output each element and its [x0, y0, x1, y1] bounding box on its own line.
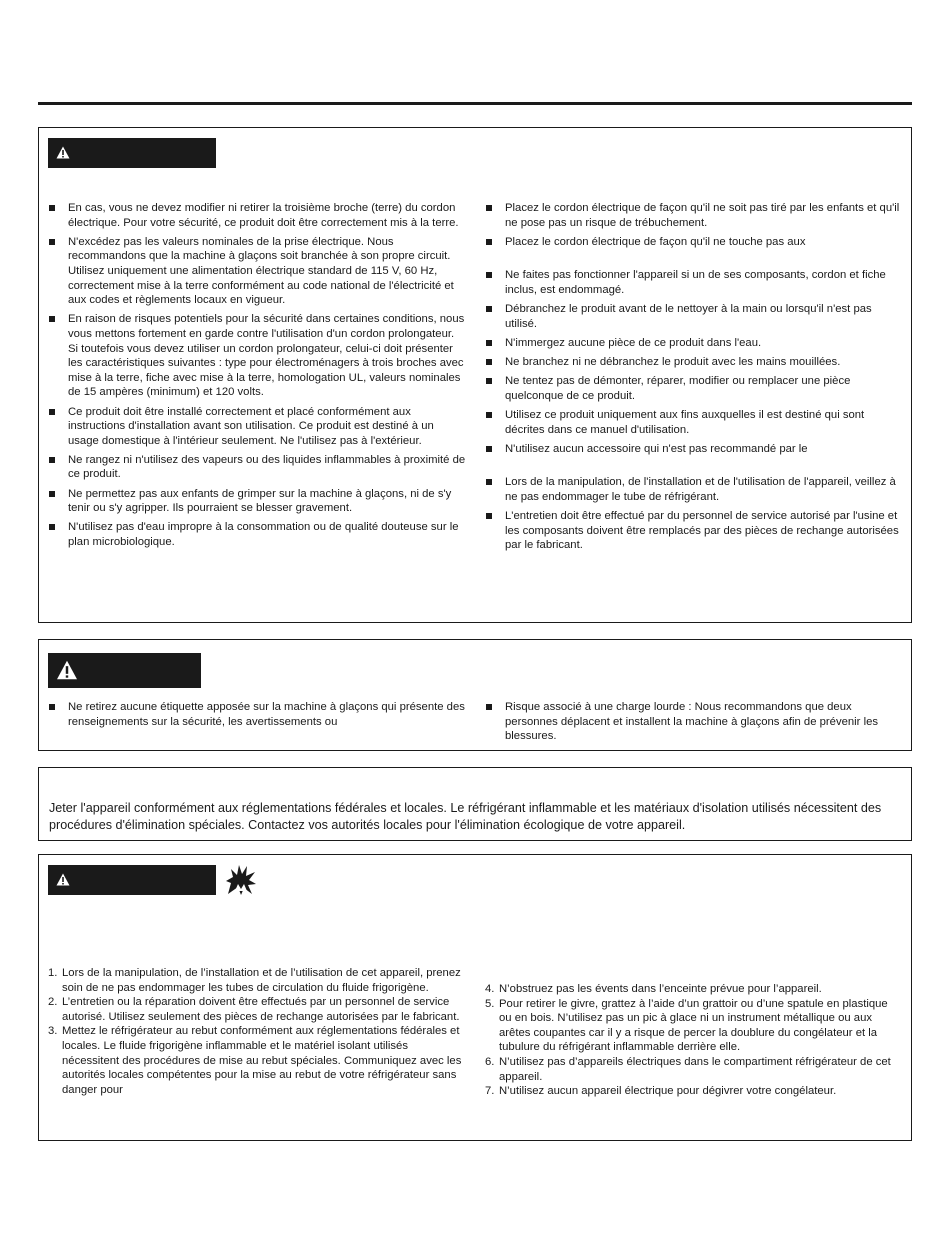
numbered-list-left [48, 966, 466, 1097]
item-text: N’utilisez aucun appareil électrique pour dégivrer votre congélateur. [499, 1085, 837, 1098]
list-item: Débranchez le produit avant de le nettoyer à la main ou lorsqu'il n'est pas utilisé. [485, 302, 903, 331]
column-left [48, 700, 466, 734]
list-item [48, 995, 466, 1024]
item-number: 1. [48, 967, 58, 979]
numbered-list-right [485, 982, 903, 1099]
warning-badge [48, 653, 201, 688]
warning-triangle-icon [56, 146, 70, 159]
warning-triangle-icon [56, 873, 70, 886]
item-text: Lors de la manipulation, de l’installation et de l’utilisation de cet appareil, prenez soin de ne pas endommager les tubes de circulation du fluide frigorigène. [62, 967, 461, 994]
disposal-box [38, 767, 912, 841]
item-text: N’utilisez pas d’appareils électriques dans le compartiment réfrigérateur de cet appareil. [499, 1055, 891, 1083]
list-item: Placez le cordon électrique de façon qu'il ne soit pas tiré par les enfants et qu'il ne pose pas un risque de trébuchement. [485, 201, 903, 230]
warning-badge [48, 138, 216, 168]
bullet-list-right [485, 201, 903, 553]
list-item: N'excédez pas les valeurs nominales de la prise électrique. Nous recommandons que la machine à glaçons soit branchée à son propre circuit. Utilisez uniquement une alimentation électrique standard de 115 V, 60 Hz, correctement mise à la terre conformément au code national de l'électricité et aux codes et règlements locaux en vigueur. [48, 235, 466, 308]
list-item: Ne retirez aucune étiquette apposée sur la machine à glaçons qui présente des renseignements sur la sécurité, les avertissements ou [48, 700, 466, 729]
list-item: Placez le cordon électrique de façon qu'il ne touche pas aux [485, 235, 903, 250]
list-item: L'entretien doit être effectué par du personnel de service autorisé par l'usine et les composants doivent être remplacés par des pièces de rechange autorisées par le fabricant. [485, 509, 903, 553]
column-left [48, 201, 466, 554]
warning-box-flammable [38, 854, 912, 1141]
item-number: 2. [48, 996, 58, 1009]
item-number: 3. [48, 1025, 58, 1038]
bullet-list-left [48, 700, 466, 729]
item-text: Mettez le réfrigérateur au rebut conformément aux réglementations fédérales et locales. Le fluide frigorigène inflammable et le matériel isolant utilisés nécessitent des procédures de mise au rebut spéciales. Communiquez avec les autorités locales compétentes pour la mise au rebut de votre réfrigérateur sans danger pour [62, 1025, 462, 1096]
item-number: 4. [485, 983, 495, 995]
list-item: En raison de risques potentiels pour la sécurité dans certaines conditions, nous vous mettons fortement en garde contre l'utilisation d'un cordon prolongateur. Si toutefois vous devez utiliser un cordon prolongateur, celui-ci doit présenter les caractéristiques suivantes : type pour électroménagers à trois broches avec mise à la terre, fiche avec mise à la terre, homologation UL, valeurs nominales de 15 ampères (minimum) et 120 volts. [48, 312, 466, 400]
list-item [485, 982, 903, 997]
list-item [485, 1084, 903, 1099]
warning-box-electrical [38, 127, 912, 623]
list-item: Utilisez ce produit uniquement aux fins auxquelles il est destiné qui sont décrites dans ce manuel d'utilisation. [485, 408, 903, 437]
bullet-list-left [48, 201, 466, 550]
list-item: Ne branchez ni ne débranchez le produit avec les mains mouillées. [485, 355, 903, 370]
list-item: Ne rangez ni n'utilisez des vapeurs ou des liquides inflammables à proximité de ce produit. [48, 453, 466, 482]
item-number: 6. [485, 1055, 495, 1068]
list-item: Ne tentez pas de démonter, réparer, modifier ou remplacer une pièce quelconque de ce produit. [485, 374, 903, 403]
list-item [485, 997, 903, 1055]
list-item: N'immergez aucune pièce de ce produit dans l'eau. [485, 336, 903, 351]
explosion-hazard-icon [225, 863, 257, 897]
warning-triangle-icon [56, 660, 78, 680]
list-item: N'utilisez aucun accessoire qui n'est pas recommandé par le [485, 442, 903, 457]
warning-box-labels [38, 639, 912, 751]
list-item [48, 1024, 466, 1097]
column-left [48, 966, 466, 1097]
list-item: N'utilisez pas d'eau impropre à la consommation ou de qualité douteuse sur le plan microbiologique. [48, 520, 466, 549]
item-text: L’entretien ou la réparation doivent être effectués par un personnel de service autorisé. Utilisez seulement des pièces de rechange autorisées par le fabricant. [62, 996, 460, 1023]
column-right [485, 201, 903, 558]
item-text: N’obstruez pas les évents dans l’enceinte prévue pour l’appareil. [499, 983, 822, 995]
item-number: 5. [485, 997, 495, 1010]
list-item: Ne permettez pas aux enfants de grimper sur la machine à glaçons, ni de s'y tenir ou s'y agripper. Ils pourraient se blesser gravement. [48, 487, 466, 516]
warning-badge [48, 865, 216, 895]
list-item: Ce produit doit être installé correctement et placé conformément aux instructions d'installation avant son utilisation. Ce produit est destiné à un usage domestique à l'intérieur seulement. Ne l'utilisez pas à l'extérieur. [48, 405, 466, 449]
list-item: Lors de la manipulation, de l'installation et de l'utilisation de l'appareil, veillez à ne pas endommager le tube de réfrigérant. [485, 475, 903, 504]
column-right [485, 982, 903, 1099]
list-item: En cas, vous ne devez modifier ni retirer la troisième broche (terre) du cordon électrique. Pour votre sécurité, ce produit doit être correctement mis à la terre. [48, 201, 466, 230]
list-item [48, 966, 466, 995]
bullet-list-right [485, 700, 903, 744]
disposal-text: Jeter l'appareil conformément aux réglementations fédérales et locales. Le réfrigérant inflammable et les matériaux d'isolation utilisés nécessitent des procédures d'élimination spéciales. Contactez vos autorités locales pour l'élimination écologique de votre appareil. [49, 801, 882, 832]
list-item [485, 1055, 903, 1084]
top-rule [38, 102, 912, 105]
list-item: Risque associé à une charge lourde : Nous recommandons que deux personnes déplacent et installent la machine à glaçons afin de prévenir les blessures. [485, 700, 903, 744]
column-right [485, 700, 903, 748]
item-number: 7. [485, 1085, 495, 1098]
list-item: Ne faites pas fonctionner l'appareil si un de ses composants, cordon et fiche inclus, est endommagé. [485, 268, 903, 297]
item-text: Pour retirer le givre, grattez à l’aide d’un grattoir ou d’une spatule en plastique ou en bois. N’utilisez pas un pic à glace ni un instrument métallique ou aux arêtes coupantes car il y a risque de percer la doublure du congélateur et la tubulure du réfrigérant inflammable derrière elle. [499, 997, 888, 1054]
